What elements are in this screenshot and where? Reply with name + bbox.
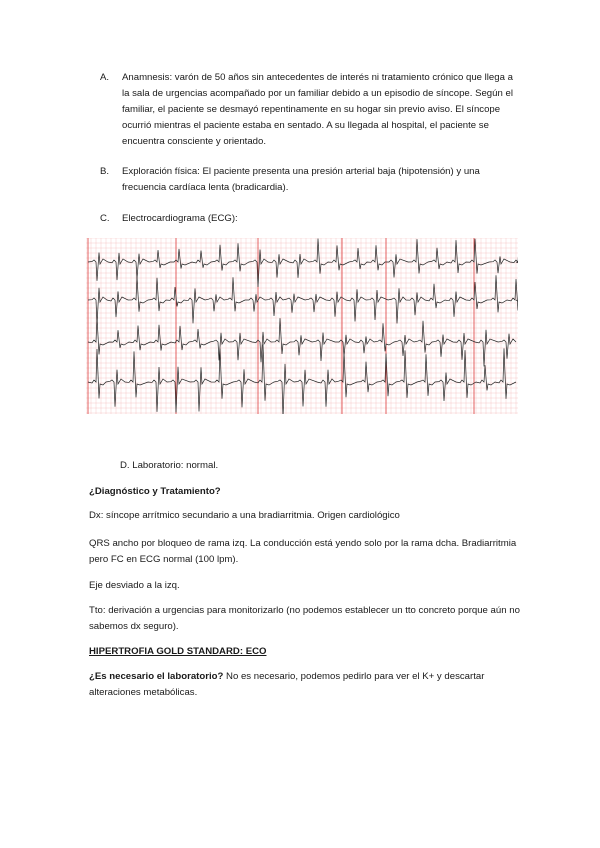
- diagnosis-axis: Eje desviado a la izq.: [89, 580, 180, 591]
- hypertrophy-title: HIPERTROFIA GOLD STANDARD: ECO: [89, 646, 267, 657]
- diagnosis-heading: ¿Diagnóstico y Tratamiento?: [89, 486, 221, 497]
- hypertrophy-answer: No es necesario, podemos pedirlo para ver el K+ y descartar alteraciones metabólicas.: [89, 671, 485, 698]
- ecg-image: [86, 238, 518, 414]
- ecg-trace-row-2: [88, 275, 518, 324]
- diagnosis-qrs: QRS ancho por bloqueo de rama izq. La conducción está yendo solo por la rama dcha. Bradiarritmia pero FC en ECG normal (100 lpm).: [89, 538, 517, 565]
- section-a-marker: A.: [100, 72, 110, 83]
- diagnosis-dx: Dx: síncope arrítmico secundario a una bradiarritmia. Origen cardiológico: [89, 510, 400, 521]
- hypertrophy-paragraph: [89, 669, 529, 701]
- section-c-marker: C.: [100, 213, 110, 224]
- section-a-text: Anamnesis: varón de 50 años sin antecedentes de interés ni tratamiento crónico que llega a la sala de urgencias acompañado por un familiar debido a un episodio de síncope. Según el familiar, el paciente se desmayó repentinamente en su hogar sin previo aviso. El síncope ocurrió mientras el paciente estaba en sentado. A su llegada al hospital, el paciente se encuentra consciente y orientado.: [122, 72, 513, 147]
- ecg-trace-row-3: [88, 317, 516, 367]
- ecg-trace-row-4: [88, 345, 516, 414]
- section-c-text: Electrocardiograma (ECG):: [122, 213, 238, 224]
- section-b-marker: B.: [100, 166, 110, 177]
- section-d-text: D. Laboratorio: normal.: [120, 460, 219, 471]
- ecg-trace-row-1: [88, 238, 518, 287]
- diagnosis-tto: Tto: derivación a urgencias para monitorizarlo (no podemos establecer un tto concreto porque aún no sabemos dx seguro).: [89, 605, 520, 632]
- hypertrophy-question: ¿Es necesario el laboratorio?: [89, 671, 224, 682]
- section-b-text: Exploración física: El paciente presenta una presión arterial baja (hipotensión) y una frecuencia cardíaca lenta (bradicardia).: [122, 166, 480, 193]
